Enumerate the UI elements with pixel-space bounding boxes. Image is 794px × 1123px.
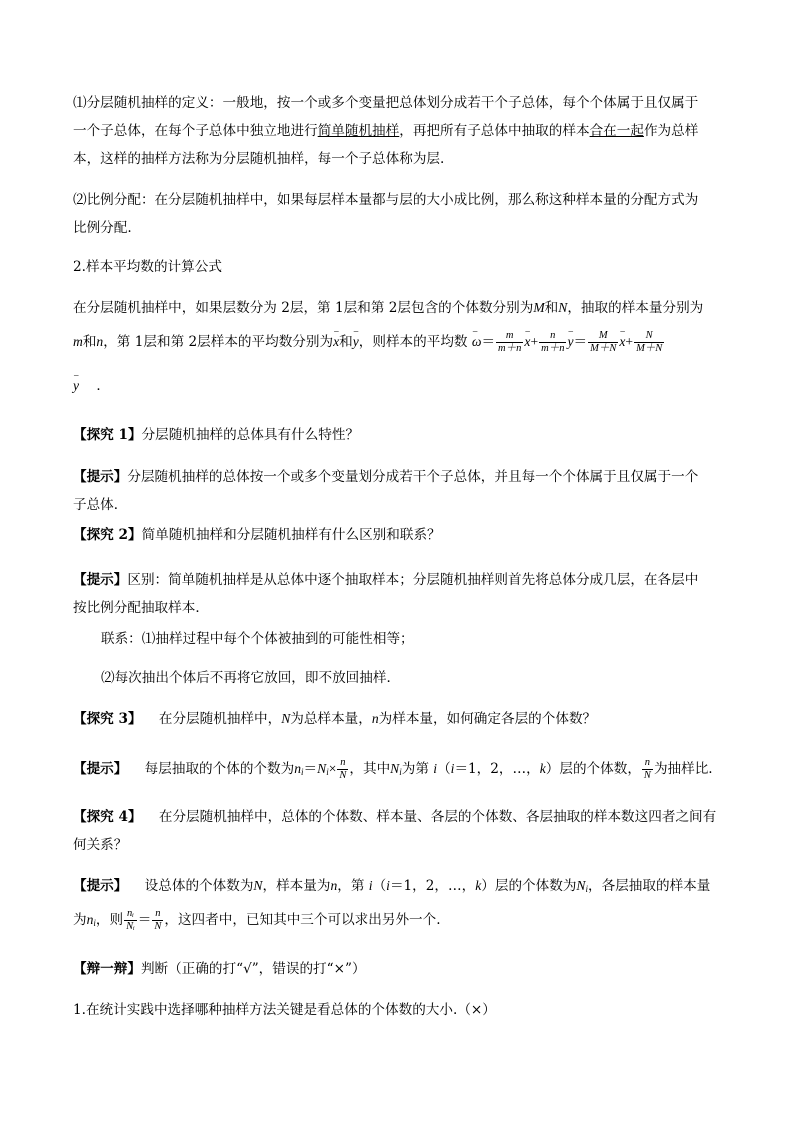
judge-heading: 【辩一辩】判断（正确的打“√”，错误的打“×”） <box>73 961 366 977</box>
mean-formula-line-1: 在分层随机抽样中，如果层数分为 2层，第 1层和第 2层包含的个体数分别为M和N，抽取的样本量分别为 <box>73 300 704 316</box>
definition-line-1: ⑴分层随机抽样的定义：一般地，按一个或多个变量把总体划分成若干个子总体，每个个体属于且仅属于 <box>73 95 699 111</box>
proportion-line-1: ⑵比例分配：在分层随机抽样中，如果每层样本量都与层的大小成比例，那么称这种样本量的分配方式为 <box>73 192 699 208</box>
section-heading: 2.样本平均数的计算公式 <box>73 259 222 275</box>
definition-line-3: 本，这样的抽样方法称为分层随机抽样，每一个子总体称为层. <box>73 151 445 167</box>
explore-4-line-2: 何关系？ <box>73 837 128 853</box>
hint-4-line-1: 【提示】 设总体的个体数为N，样本量为n，第 i（i＝1，2，…，k）层的个体数为$N_i$，各层抽取的样本量 <box>73 878 711 894</box>
mean-formula-line-3: – y ． <box>73 372 723 400</box>
definition-line-2: 一个子总体，在每个子总体中独立地进行简单随机抽样，再把所有子总体中抽取的样本合在一起作为总样 <box>73 123 699 139</box>
weighted-mean-formula: – ω＝ $\frac{m}{m+n}$ – x+ $\frac{n}{m+n}$ – y＝ $\frac{M}{M+N}$ – x+ $\frac{N}{M+N}$ <box>472 334 665 349</box>
explore-1: 【探究 1】分层随机抽样的总体具有什么特性？ <box>73 427 360 443</box>
explore-2: 【探究 2】简单随机抽样和分层随机抽样有什么区别和联系？ <box>73 527 441 543</box>
hint-2-line-1: 【提示】区别：简单随机抽样是从总体中逐个抽取样本；分层随机抽样则首先将总体分成几层，在各层中 <box>73 572 699 588</box>
mean-formula-line-2: m和n，第 1层和第 2层样本的平均数分别为– x和– y，则样本的平均数 – ω＝ $\frac{m}{m+n}$ – x+ $\frac{n}{m+n}$ – y＝ $\frac{M}{M+N}$ – x+ $\frac{N}{M+N}$ <box>73 328 723 356</box>
hint-1-line-2: 子总体． <box>73 497 128 513</box>
hint-2-line-2: 按比例分配抽取样本． <box>73 600 209 616</box>
proportion-line-2: 比例分配. <box>73 220 132 236</box>
hint-4-line-2: 为$n_i$，则 $\frac{\text{nᵢ}}{\text{Nᵢ}}$ ＝ $\frac{n}{N}$ ，这四者中，已知其中三个可以求出另外一个. <box>73 908 441 932</box>
link-line-1: 联系：⑴抽样过程中每个个体被抽到的可能性相等； <box>101 631 414 647</box>
hint-1-line-1: 【提示】分层随机抽样的总体按一个或多个变量划分成若干个子总体，并且每一个个体属于且仅属于一个 <box>73 469 699 485</box>
explore-4-line-1: 【探究 4】 在分层随机抽样中，总体的个体数、样本量、各层的个体数、各层抽取的样本数这四者之间有 <box>73 809 717 825</box>
link-line-2: ⑵每次抽出个体后不再将它放回，即不放回抽样． <box>101 670 401 686</box>
hint-3: 【提示】 每层抽取的个体的个数为$n_i=N_i\times$ $\frac{n}{N}$ ，其中$N_i$为第 i（i＝1，2，…，k）层的个体数， $\frac{n}{N}$ 为抽样比. <box>73 757 713 782</box>
judge-item-1: 1.在统计实践中选择哪种抽样方法关键是看总体的个体数的大小.（×） <box>73 1002 496 1018</box>
explore-3: 【探究 3】 在分层随机抽样中，N为总样本量，n为样本量，如何确定各层的个体数？ <box>73 711 597 727</box>
